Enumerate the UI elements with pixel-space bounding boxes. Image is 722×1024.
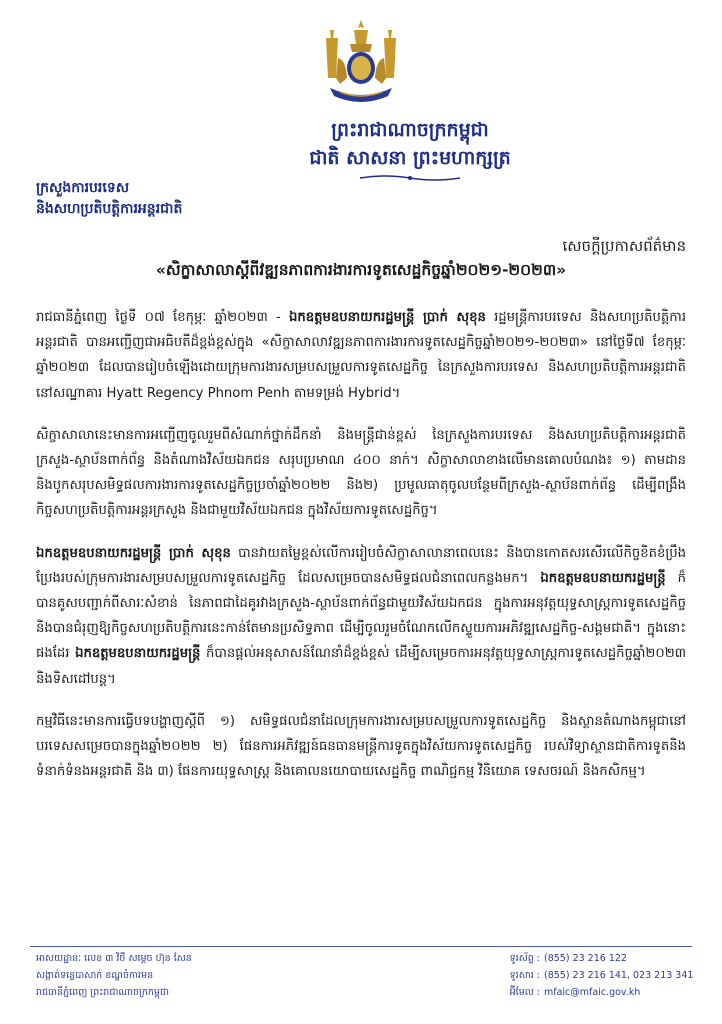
- ministry-line1: ក្រសួងការបរទេស: [36, 180, 130, 196]
- official-title: ឯកឧត្តមឧបនាយករដ្ឋមន្ត្រី: [540, 570, 666, 586]
- ornament-divider-icon: [355, 174, 465, 182]
- official-title: ឯកឧត្តមឧបនាយករដ្ឋមន្ត្រី: [75, 646, 201, 662]
- royal-emblem-icon: [316, 18, 406, 110]
- headline: «សិក្ខាសាលាស្តីពីវឌ្ឍនភាពការងារការទូតសេដ្ឋកិច្ចឆ្នាំ២០២១-២០២៣»: [155, 261, 567, 279]
- kingdom-title: ព្រះរាជាណាចក្រកម្ពុជា: [331, 119, 489, 141]
- address-line3: រាជធានីភ្នំពេញ ព្រះរាជាណាចក្រកម្ពុជា: [36, 987, 169, 998]
- footer-contacts: [480, 950, 716, 1001]
- address-line1: លេខ ៣ វិថី សម្តេច ហ៊ុន សែន: [84, 953, 192, 964]
- paragraph-3: ឯកឧត្តមឧបនាយករដ្ឋមន្ត្រី ប្រាក់ សុខុន បានវាយតម្លៃខ្ពស់លើការរៀបចំសិក្ខាសាលានាពេលនេះ និងបានកោតសរសើរលើកិច្ចខិតខំប្រឹងប្រែងរបស់ក្រុមការងារសម្របសម្រួលការទូតសេដ្ឋកិច្ច ដែលសម្រេចបានសមិទ្ធផលជំនាពេលកន្លងមក។ ឯកឧត្តមឧបនាយករដ្ឋមន្ត្រី ក៏បានគូសបញ្ជាក់ពីសារៈសំខាន់ នៃភាពជាដៃគូរវាងក្រសួង-ស្ថាប័នពាក់ព័ន្ធជាមួយវិស័យឯកជន ក្នុងការអនុវត្តយុទ្ធសាស្ត្រការទូតសេដ្ឋកិច្ច និងបានជំរុញឱ្យកិច្ចសហប្រតិបត្តិការនេះកាន់តែមានប្រសិទ្ធភាព ដើម្បីចូលរួមចំណែកលើកស្ទួយការអភិវឌ្ឍសេដ្ឋកិច្ច-សង្គមជាតិ។ ក្នុងនោះផងដែរ ឯកឧត្តមឧបនាយករដ្ឋមន្ត្រី ក៏បានផ្តល់អនុសាសន៍ណែនាំដ៏ខ្ពង់ខ្ពស់ ដើម្បីសម្រេចការអនុវត្តយុទ្ធសាស្ត្រការទូតសេដ្ឋកិច្ចឆ្នាំ២០២៣ និងទិសដៅបន្ត។: [36, 545, 686, 687]
- nation-religion-king: ជាតិ សាសនា ព្រះមហាក្សត្រ: [309, 147, 511, 169]
- kingdom-motto: [240, 116, 580, 182]
- paragraph-1: រាជធានីភ្នំពេញ ថ្ងៃទី ០៧ ខែកុម្ភៈ ឆ្នាំ២០២៣ - ឯកឧត្តមឧបនាយករដ្ឋមន្ត្រី ប្រាក់ សុខុន រដ្ឋមន្ត្រីការបរទេស និងសហប្រតិបត្តិការអន្តរជាតិ បានអញ្ជើញជាអធិបតីដ៏ខ្ពង់ខ្ពស់ក្នុង «សិក្ខាសាលាវឌ្ឍនភាពការងារការទូតសេដ្ឋកិច្ចឆ្នាំ២០២១-២០២៣» នៅថ្ងៃទី៧ ខែកុម្ភៈ ឆ្នាំ២០២៣ ដែលបានរៀបចំឡើងដោយក្រុមការងារសម្របសម្រួលការទូតសេដ្ឋកិច្ច នៃក្រសួងការបរទេស និងសហប្រតិបត្តិការអន្តរជាតិ នៅសណ្ឋាគារ Hyatt Regency Phnom Penh តាមទម្រង់ Hybrid។: [36, 310, 687, 401]
- address-line2: សង្កាត់ទន្លេបាសាក់ ខណ្ឌចំការមន: [36, 970, 154, 981]
- article-body: [36, 305, 686, 801]
- email-link[interactable]: mfaic@mfaic.gov.kh: [544, 987, 641, 998]
- paragraph-2: សិក្ខាសាលានេះមានការអញ្ជើញចូលរួមពីសំណាក់ថ្នាក់ដឹកនាំ និងមន្ត្រីជាន់ខ្ពស់ នៃក្រសួងការបរទេស និងសហប្រតិបត្តិការអន្តរជាតិ ក្រសួង-ស្ថាប័នពាក់ព័ន្ធ និងតំណាងវិស័យឯកជន សរុបប្រមាណ ៤០០ នាក់។ សិក្ខាសាលាខាងលើមានគោលបំណង៖ ១) តាមដាន និងបូកសរុបសមិទ្ធផលការងារការទូតសេដ្ឋកិច្ចប្រចាំឆ្នាំ២០២២ និង២) ប្រមូលធាតុចូលបន្ថែមពីក្រសួង-ស្ថាប័នពាក់ព័ន្ធ ដើម្បីពង្រឹងកិច្ចសហប្រតិបត្តិការអន្តរក្រសួង និងជាមួយវិស័យឯកជន ក្នុងវិស័យការទូតសេដ្ឋកិច្ច។: [36, 427, 686, 519]
- fax-value: (855) 23 216 141, 023 213 341: [544, 970, 694, 981]
- email-label: អ៊ីមែល :: [509, 987, 540, 998]
- ministry-name: [36, 178, 236, 220]
- address-label: អាសយដ្ឋានៈ: [36, 953, 82, 964]
- phone-label: ទូរស័ព្ទ :: [509, 953, 540, 964]
- phone-value: (855) 23 216 122: [544, 953, 627, 964]
- footer-divider: [30, 946, 692, 947]
- ministry-line2: និងសហប្រតិបត្តិការអន្តរជាតិ: [36, 201, 183, 217]
- paragraph-4: កម្មវិធីនេះមានការធ្វើបទបង្ហាញស្តីពី ១) សមិទ្ធផលជំនាដែលក្រុមការងារសម្របសម្រួលការទូតសេដ្ឋកិច្ច និងស្ថានតំណាងកម្ពុជានៅបរទេសសម្រេចបានក្នុងឆ្នាំ២០២២ ២) ផែនការអភិវឌ្ឍន៍ធនធានមន្ត្រីការទូតក្នុងវិស័យការទូតសេដ្ឋកិច្ច របស់វិទ្យាស្ថានជាតិការទូតនិងទំនាក់ទំនងអន្តរជាតិ និង ៣) ផែនការយុទ្ធសាស្ត្រ និងគោលនយោបាយសេដ្ឋកិច្ច ពាណិជ្ជកម្ម វិនិយោគ ទេសចរណ៍ និងកសិកម្ម។: [36, 713, 686, 780]
- official-name: ឯកឧត្តមឧបនាយករដ្ឋមន្ត្រី ប្រាក់ សុខុន: [289, 310, 486, 325]
- footer-address: [36, 950, 396, 1001]
- official-name: ឯកឧត្តមឧបនាយករដ្ឋមន្ត្រី ប្រាក់ សុខុន: [36, 545, 231, 561]
- fax-label: ទូរសារ :: [509, 970, 540, 981]
- press-release-label: សេចក្តីប្រកាសព័ត៌មាន: [562, 237, 686, 255]
